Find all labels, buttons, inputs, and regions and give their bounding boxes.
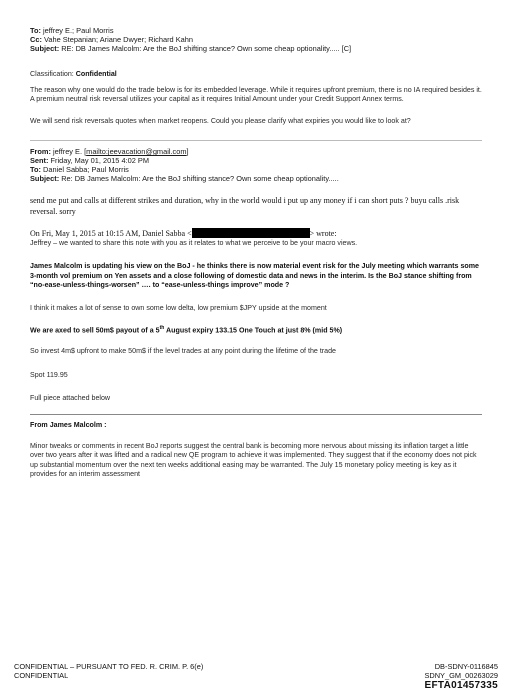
quote-intro: On Fri, May 1, 2015 at 10:15 AM, Daniel Sabba < > wrote: [30, 229, 337, 239]
to-line: To: jeffrey E.; Paul Morris [30, 26, 114, 35]
classification-line: Classification: Confidential [30, 70, 117, 78]
redaction-box [192, 228, 310, 238]
divider-2 [30, 414, 482, 415]
divider [30, 140, 482, 141]
forwarded-header [30, 147, 482, 183]
quote-axed-offer: We are axed to sell 50m$ payout of a 5th August expiry 133.15 One Touch at just 8% (mid 5%) [30, 325, 343, 335]
paragraph-leverage: The reason why one would do the trade below is for its embedded leverage. While it requires upfront premium, there is no IA required besides it. A premium neutral risk reversal utilizes your capital as it requires Initial Amount under your Credit Support Annex terms. [30, 85, 482, 104]
fwd-to-line: To: Daniel Sabba; Paul Morris [30, 165, 129, 175]
quote-attached: Full piece attached below [30, 394, 111, 403]
quote-jpy-upside: I think it makes a lot of sense to own some low delta, low premium $JPY upside at the moment [30, 303, 327, 312]
quote-invest: So invest 4m$ upfront to make 50m$ if the level trades at any point during the lifetime of the trade [30, 347, 336, 356]
quote-spot: Spot 119.95 [30, 370, 68, 379]
quote-jeffrey-line: Jeffrey – we wanted to share this note with you as it relates to what we perceive to be your macro views. [30, 239, 358, 248]
footer-left: CONFIDENTIAL – PURSUANT TO FED. R. CRIM. P. 6(e) CONFIDENTIAL [14, 662, 204, 681]
fwd-from-line: From: jeffrey E. [mailto:jeevacation@gmail.com] [30, 147, 189, 157]
malcolm-note: Minor tweaks or comments in recent BoJ reports suggest the central bank is becoming more nervous about missing its inflation target a little over two years after it was lifted and a radical new QE program to achieve it was implemented. They suggest that if the economy does not pick up substantial momentum over the next ten weeks additional easing may be warranted. The July 15 monetary policy meeting is key as it provides for an interim assessment [30, 441, 477, 479]
footer-right: DB-SDNY-0116845 SDNY_GM_00263029 EFTA01457335 [424, 662, 498, 691]
email-document [30, 26, 482, 480]
paragraph-quotes: We will send risk reversals quotes when market reopens. Could you please clarify what expiries you would like to look at? [30, 116, 411, 125]
quote-malcolm-view: James Malcolm is updating his view on the BoJ - he thinks there is now material event risk for the July meeting which warrants some 3-month vol premium on Yen assets and a close following of domestic data and news in the interim. Is the BoJ stance shifting from “no-ease-unless-things-worsen” …. to “ease-unless-things improve” mode ? [30, 261, 479, 290]
email-header [30, 26, 482, 53]
reply-text: send me put and calls at different strikes and duration, why in the world would i put up any money if i can short puts ? buyu calls .risk reversal. sorry [30, 196, 460, 217]
efta-number: EFTA01457335 [424, 679, 498, 691]
subject-line: Subject: RE: DB James Malcolm: Are the BoJ shifting stance? Own some cheap optionality..... [C] [30, 44, 352, 53]
fwd-subject-line: Subject: Re: DB James Malcolm: Are the BoJ shifting stance? Own some cheap optionality..... [30, 174, 339, 184]
email-link[interactable]: mailto:jeevacation@gmail.com [86, 147, 187, 157]
from-james-malcolm: From James Malcolm : [30, 421, 107, 430]
cc-line: Cc: Vahe Stepanian; Ariane Dwyer; Richard Kahn [30, 35, 193, 44]
fwd-sent-line: Sent: Friday, May 01, 2015 4:02 PM [30, 156, 149, 166]
